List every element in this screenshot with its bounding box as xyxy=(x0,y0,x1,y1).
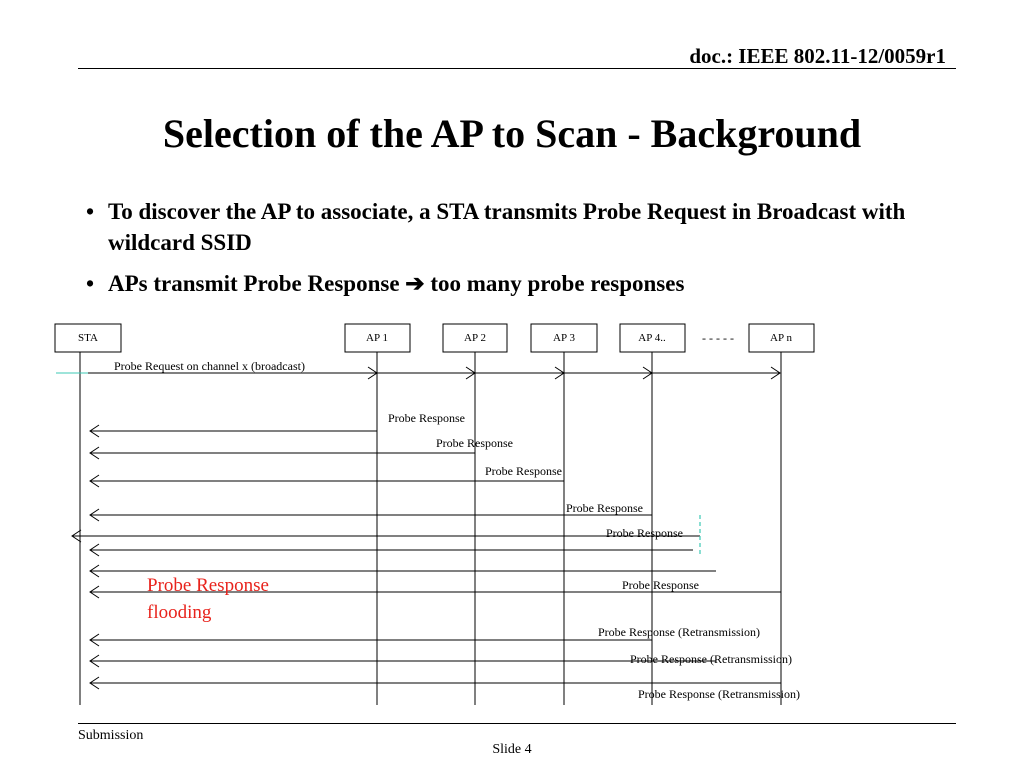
probe-response-message xyxy=(90,501,652,521)
probe-response-message xyxy=(90,544,693,556)
entity-ap4 xyxy=(620,324,685,352)
probe-responses xyxy=(72,411,800,701)
entity-label-ap4: AP 4.. xyxy=(638,332,666,344)
right-arrow-icon: ➔ xyxy=(405,271,425,296)
footer-submission: Submission xyxy=(78,728,144,743)
flooding-label-line2: flooding xyxy=(147,602,212,623)
probe-response-label: Probe Response xyxy=(436,436,513,450)
probe-request-label: Probe Request on channel x (broadcast) xyxy=(114,359,305,373)
probe-response-label: Probe Response (Retransmission) xyxy=(638,687,800,701)
entity-label-sta: STA xyxy=(78,332,98,344)
probe-response-label: Probe Response xyxy=(606,526,683,540)
probe-response-label: Probe Response xyxy=(388,411,465,425)
entity-apn xyxy=(749,324,814,352)
flooding-label-line1: Probe Response xyxy=(147,575,269,596)
probe-response-message xyxy=(90,411,465,437)
probe-response-message xyxy=(90,436,513,459)
probe-request-message xyxy=(56,359,780,379)
entity-ap1 xyxy=(345,324,410,352)
probe-response-label: Probe Response (Retransmission) xyxy=(598,625,760,639)
probe-response-label: Probe Response xyxy=(485,464,562,478)
probe-response-retransmission xyxy=(90,625,760,646)
probe-response-label: Probe Response xyxy=(622,578,699,592)
entity-ap3 xyxy=(531,324,597,352)
probe-response-message xyxy=(72,515,700,557)
entity-sta xyxy=(55,324,121,352)
bullet-text-after: too many probe responses xyxy=(424,271,685,296)
bullet-text: To discover the AP to associate, a STA transmits Probe Request in Broadcast with wildcard SSID xyxy=(108,199,906,255)
entity-ellipsis: - - - - - xyxy=(702,331,734,345)
document-id: doc.: IEEE 802.11-12/0059r1 xyxy=(689,44,946,68)
entity-label-ap3: AP 3 xyxy=(553,332,575,344)
probe-response-message xyxy=(90,464,564,487)
bullet-dot-icon: • xyxy=(86,271,95,296)
bullet-text-before: APs transmit Probe Response xyxy=(108,271,406,296)
probe-response-label: Probe Response xyxy=(566,501,643,515)
entity-label-apn: AP n xyxy=(770,332,792,344)
probe-response-retransmission xyxy=(90,652,792,667)
entity-ap2 xyxy=(443,324,507,352)
probe-response-retransmission xyxy=(90,677,800,701)
probe-response-label: Probe Response (Retransmission) xyxy=(630,652,792,666)
slide-number: Slide 4 xyxy=(492,742,532,757)
slide-title: Selection of the AP to Scan - Background xyxy=(162,111,862,156)
entity-label-ap1: AP 1 xyxy=(366,332,388,344)
bullet-dot-icon: • xyxy=(86,199,95,224)
footer-rule xyxy=(78,723,956,724)
entity-label-ap2: AP 2 xyxy=(464,332,486,344)
